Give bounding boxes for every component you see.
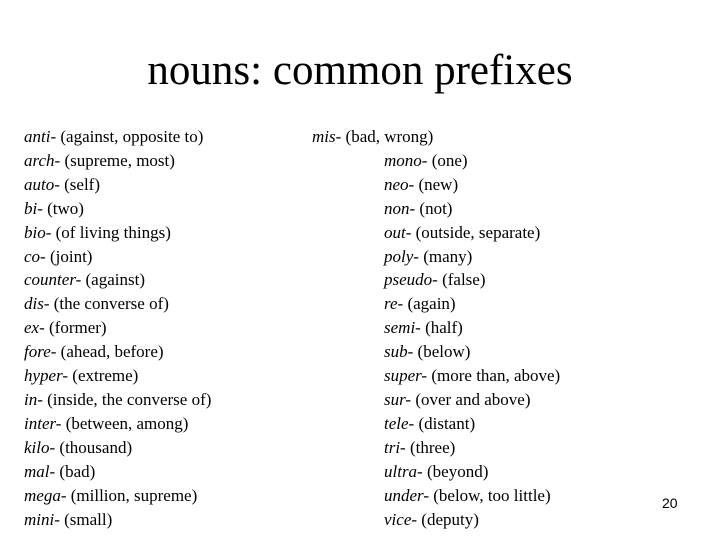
prefix-term: arch- xyxy=(24,150,61,170)
prefix-item xyxy=(384,484,560,508)
prefix-item xyxy=(24,340,211,364)
prefix-term: tele- xyxy=(384,413,415,433)
prefix-term: tri- xyxy=(384,437,406,457)
prefix-term: kilo- xyxy=(24,437,56,457)
page-number: 20 xyxy=(662,495,678,511)
prefix-term: mis- xyxy=(312,127,342,146)
prefix-item xyxy=(384,316,560,340)
prefix-meaning: (outside, separate) xyxy=(415,222,541,242)
prefix-item xyxy=(24,412,211,436)
prefix-meaning: (against, opposite to) xyxy=(60,127,204,146)
prefix-item xyxy=(384,508,560,532)
prefix-item xyxy=(24,508,211,532)
prefix-meaning: (one) xyxy=(431,150,468,170)
prefix-item xyxy=(24,364,211,388)
prefix-meaning: (bad, wrong) xyxy=(345,127,434,146)
prefix-term: mini- xyxy=(24,509,60,529)
prefix-term: bi- xyxy=(24,198,43,218)
prefix-term: re- xyxy=(384,294,404,314)
prefix-meaning: (three) xyxy=(409,437,456,457)
prefix-term: neo- xyxy=(384,174,415,194)
prefix-meaning: (false) xyxy=(442,270,486,290)
prefix-meaning: (self) xyxy=(64,174,101,194)
prefix-term: mega- xyxy=(24,485,67,505)
prefix-meaning: (ahead, before) xyxy=(60,342,164,362)
prefix-list-right xyxy=(312,125,561,531)
prefix-term: hyper- xyxy=(24,366,69,386)
prefix-item xyxy=(24,173,211,197)
prefix-item xyxy=(384,364,560,388)
prefix-item xyxy=(24,221,211,245)
prefix-meaning: (many) xyxy=(423,246,473,266)
prefix-meaning: (beyond) xyxy=(426,461,489,481)
prefix-item xyxy=(384,436,560,460)
prefix-meaning: (joint) xyxy=(49,246,93,266)
prefix-meaning: (two) xyxy=(47,198,84,218)
prefix-term: dis- xyxy=(24,294,50,314)
prefix-item xyxy=(24,268,211,292)
prefix-item xyxy=(312,125,560,149)
prefix-item xyxy=(24,436,211,460)
prefix-meaning: (over and above) xyxy=(415,389,531,409)
prefix-item xyxy=(384,245,560,269)
prefix-meaning: (million, supreme) xyxy=(70,485,198,505)
prefix-item xyxy=(24,197,211,221)
prefix-term: fore- xyxy=(24,342,57,362)
prefix-item xyxy=(384,292,560,316)
prefix-meaning: (against) xyxy=(85,270,145,290)
prefix-term: semi- xyxy=(384,318,421,338)
prefix-term: co- xyxy=(24,246,46,266)
prefix-term: non- xyxy=(384,198,416,218)
prefix-meaning: (bad) xyxy=(59,461,96,481)
prefix-meaning: (half) xyxy=(425,318,463,338)
prefix-meaning: (thousand) xyxy=(59,437,133,457)
prefix-term: anti- xyxy=(24,127,57,146)
prefix-item xyxy=(24,316,211,340)
prefix-meaning: (between, among) xyxy=(65,413,189,433)
prefix-meaning: (the converse of) xyxy=(53,294,169,314)
prefix-meaning: (inside, the converse of) xyxy=(47,389,212,409)
prefix-item xyxy=(24,484,211,508)
prefix-item xyxy=(24,292,211,316)
prefix-item xyxy=(384,268,560,292)
prefix-item xyxy=(24,460,211,484)
prefix-term: sur- xyxy=(384,389,412,409)
prefix-meaning: (small) xyxy=(64,509,113,529)
prefix-item xyxy=(384,388,560,412)
prefix-meaning: (new) xyxy=(418,174,459,194)
prefix-item xyxy=(384,412,560,436)
prefix-meaning: (more than, above) xyxy=(431,366,561,386)
prefix-term: inter- xyxy=(24,413,62,433)
prefix-term: ex- xyxy=(24,318,45,338)
prefix-meaning: (below) xyxy=(417,342,471,362)
prefix-term: auto- xyxy=(24,174,60,194)
prefix-item xyxy=(24,245,211,269)
prefix-list-left xyxy=(24,125,211,531)
prefix-item xyxy=(384,197,560,221)
prefix-meaning: (supreme, most) xyxy=(64,150,175,170)
prefix-term: sub- xyxy=(384,342,414,362)
prefix-term: under- xyxy=(384,485,429,505)
prefix-meaning: (below, too little) xyxy=(433,485,551,505)
prefix-term: counter- xyxy=(24,270,82,290)
prefix-term: pseudo- xyxy=(384,270,438,290)
prefix-meaning: (distant) xyxy=(418,413,476,433)
prefix-term: in- xyxy=(24,389,43,409)
prefix-meaning: (extreme) xyxy=(72,366,139,386)
prefix-item xyxy=(24,125,211,149)
prefix-item xyxy=(384,340,560,364)
prefix-item xyxy=(24,149,211,173)
slide-title: nouns: common prefixes xyxy=(147,47,573,94)
prefix-term: super- xyxy=(384,366,428,386)
prefix-term: mal- xyxy=(24,461,56,481)
prefix-term: vice- xyxy=(384,509,418,529)
prefix-item xyxy=(384,173,560,197)
prefix-term: bio- xyxy=(24,222,52,242)
prefix-meaning: (not) xyxy=(419,198,453,218)
prefix-item xyxy=(384,221,560,245)
prefix-meaning: (former) xyxy=(49,318,107,338)
prefix-term: ultra- xyxy=(384,461,423,481)
prefix-term: mono- xyxy=(384,150,428,170)
prefix-term: out- xyxy=(384,222,412,242)
prefix-meaning: (of living things) xyxy=(55,222,171,242)
prefix-item xyxy=(384,149,560,173)
prefix-term: poly- xyxy=(384,246,419,266)
prefix-meaning: (deputy) xyxy=(421,509,479,529)
prefix-item xyxy=(24,388,211,412)
prefix-meaning: (again) xyxy=(407,294,456,314)
prefix-item xyxy=(384,460,560,484)
